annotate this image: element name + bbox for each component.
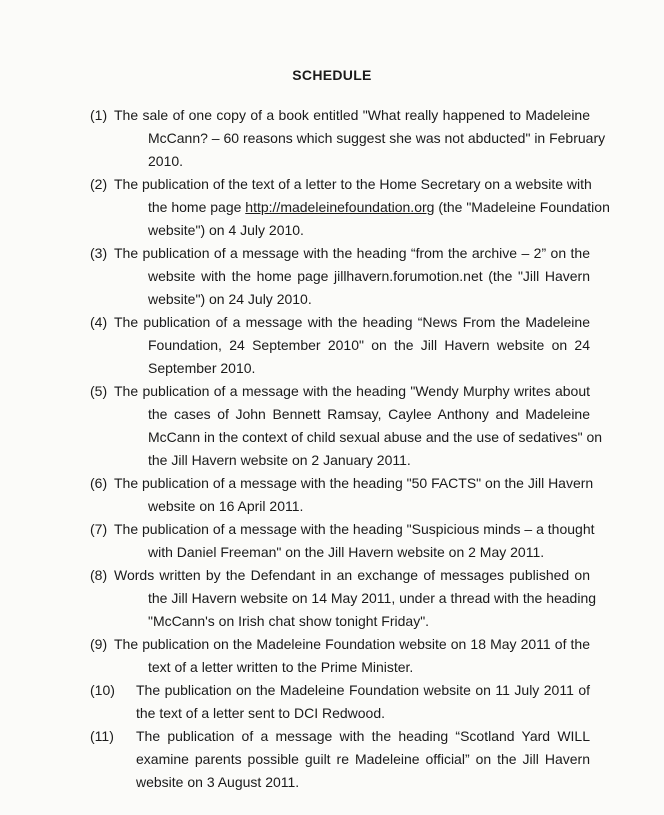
item-number: (6) [90,475,108,491]
schedule-item-1 [90,104,606,173]
item-line: the text of a letter sent to DCI Redwood. [136,705,386,721]
item-line: The publication of a message with the heading "Suspicious minds – a thought [114,521,595,537]
item-text [114,472,594,518]
item-text [136,725,590,794]
item-number: (4) [90,314,108,330]
item-line: text of a letter written to the Prime Minister. [148,659,414,675]
item-line: McCann? – 60 reasons which suggest she was not abducted" in February [148,130,606,146]
item-number: (10) [90,682,115,698]
item-text [114,311,590,380]
item-line: The sale of one copy of a book entitled "What really happened to Madeleine [114,107,590,123]
item-text [114,564,597,633]
item-line: website") on 24 July 2010. [148,291,312,307]
schedule-item-8 [90,564,597,633]
schedule-item-3 [90,242,590,311]
item-text [114,242,590,311]
schedule-item-5 [90,380,603,472]
item-number: (7) [90,521,108,537]
item-line: The publication on the Madeleine Foundation website on 18 May 2011 of the [114,636,590,652]
item-line: examine parents possible guilt re Madeleine official” on the Jill Havern [136,751,590,767]
item-line: the cases of John Bennett Ramsay, Caylee Anthony and Madeleine [148,406,590,422]
item-line: The publication of a message with the heading "50 FACTS" on the Jill Havern [114,475,594,491]
item-number: (11) [90,728,114,744]
item-line: website") on 4 July 2010. [148,222,304,238]
madeleine-foundation-link[interactable]: http://madeleinefoundation.org [245,199,435,215]
item-line-text: (the "Madeleine Foundation [434,199,610,215]
item-text [114,104,606,173]
item-number: (3) [90,245,108,261]
item-line: Foundation, 24 September 2010" on the Jill Havern website on 24 [148,337,590,353]
item-line: The publication of a message with the heading “Scotland Yard WILL [136,728,590,744]
item-number: (1) [90,107,108,123]
item-line-text: the home page [148,199,246,215]
item-line: The publication of a message with the heading "Wendy Murphy writes about [114,383,590,399]
item-line: website on 3 August 2011. [136,774,300,790]
item-line: Words written by the Defendant in an exchange of messages published on [114,567,590,583]
item-line: The publication of a message with the heading “from the archive – 2” on the [114,245,590,261]
item-line [114,196,610,219]
schedule-item-9 [90,633,590,679]
item-line: 2010. [148,153,184,169]
item-line: website with the home page jillhavern.forumotion.net (the "Jill Havern [148,268,590,284]
item-text [114,380,603,472]
item-text [114,173,610,242]
schedule-title: SCHEDULE [292,67,372,83]
item-line: website on 16 April 2011. [148,498,304,514]
item-line: The publication of the text of a letter to the Home Secretary on a website with [114,176,592,192]
schedule-item-4 [90,311,590,380]
item-line: McCann in the context of child sexual abuse and the use of sedatives" on [148,429,603,445]
schedule-item-7 [90,518,595,564]
item-line: September 2010. [148,360,256,376]
item-line: The publication on the Madeleine Foundation website on 11 July 2011 of [136,682,590,698]
schedule-list [90,104,610,794]
item-number: (2) [90,176,108,192]
item-text [136,679,590,725]
schedule-item-10 [90,679,590,725]
item-line: "McCann's on Irish chat show tonight Friday". [148,613,430,629]
item-text [114,633,590,679]
schedule-item-6 [90,472,594,518]
item-number: (8) [90,567,108,583]
schedule-item-11 [90,725,590,794]
item-line: with Daniel Freeman" on the Jill Havern website on 2 May 2011. [148,544,545,560]
item-number: (5) [90,383,108,399]
item-text [114,518,595,564]
item-line: the Jill Havern website on 2 January 2011. [148,452,411,468]
item-line: The publication of a message with the heading “News From the Madeleine [114,314,590,330]
item-line: the Jill Havern website on 14 May 2011, under a thread with the heading [148,590,597,606]
item-number: (9) [90,636,108,652]
schedule-item-2 [90,173,610,242]
